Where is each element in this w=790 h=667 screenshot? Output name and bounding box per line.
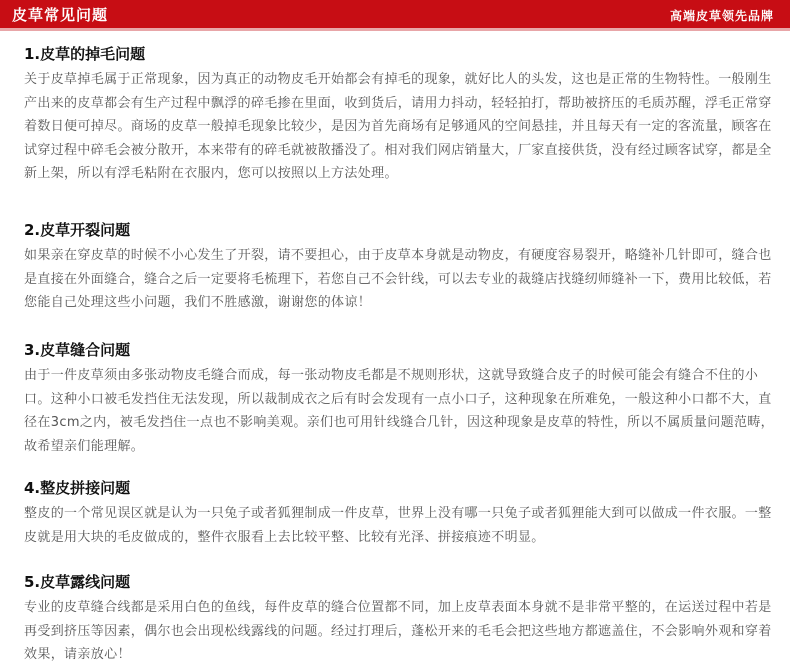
section-stitching: [24, 340, 776, 458]
section-cracking: [24, 220, 776, 315]
section-whole-skin: [24, 478, 776, 549]
header-bar: [0, 0, 790, 28]
section-body: 专业的皮草缝合线都是采用白色的鱼线，每件皮草的缝合位置都不同，加上皮草表面本身就不是非常平整的，在运送过程中若是再受到挤压等因素，偶尔也会出现松线露线的问题。经过打理后，蓬松开来的毛毛会把这些地方都遮盖住，不会影响外观和穿着效果，请亲放心！: [24, 600, 772, 662]
section-title: 2.皮草开裂问题: [24, 221, 131, 239]
section-exposed-thread: [24, 572, 776, 667]
section-body: 由于一件皮草须由多张动物皮毛缝合而成，每一张动物皮毛都是不规则形状，这就导致缝合皮子的时候可能会有缝合不住的小口。这种小口被毛发挡住无法发现，所以裁制成衣之后有时会发现有一点小口子，这种现象在所难免，一般这种小口都不大，直径在3cm之内，被毛发挡住一点也不影响美观。亲们也可用针线缝合几针，因这种现象是皮草的特性，所以不属质量问题范畴，故希望亲们能理解。: [24, 368, 775, 454]
section-shedding: [24, 44, 776, 186]
section-title: 1.皮草的掉毛问题: [24, 45, 146, 63]
section-body: 关于皮草掉毛属于正常现象，因为真正的动物皮毛开始都会有掉毛的现象，就好比人的头发，这也是正常的生物特性。一般刚生产出来的皮草都会有生产过程中飘浮的碎毛掺在里面，收到货后，请用力抖动，轻轻拍打，帮助被挤压的毛质苏醒，浮毛正常穿着数日便可掉尽。商场的皮草一般掉毛现象比较少，是因为首先商场有足够通风的空间悬挂，并且每天有一定的客流量，顾客在试穿过程中碎毛会被分散开，本来带有的碎毛就被散播没了。相对我们网店销量大，厂家直接供货，没有经过顾客试穿，都是全新上架，所以有浮毛粘附在衣服内，您可以按照以上方法处理。: [24, 72, 772, 181]
page-title: 皮草常见问题: [12, 6, 109, 24]
brand-tagline: 高端皮草领先品牌: [669, 9, 774, 23]
section-body: 如果亲在穿皮草的时候不小心发生了开裂，请不要担心，由于皮草本身就是动物皮，有硬度容易裂开，略缝补几针即可，缝合也是直接在外面缝合，缝合之后一定要将毛梳理下，若您自己不会针线，可以去专业的裁缝店找缝纫师缝补一下，费用比较低，若您能自己处理这些小问题，我们不胜感激，谢谢您的体谅！: [24, 248, 772, 310]
section-body: 整皮的一个常见误区就是认为一只兔子或者狐狸制成一件皮草，世界上没有哪一只兔子或者狐狸能大到可以做成一件衣服。一整皮就是用大块的毛皮做成的，整件衣服看上去比较平整、比较有光泽、拼接痕迹不明显。: [24, 506, 772, 545]
section-title: 4.整皮拼接问题: [24, 479, 131, 497]
section-title: 3.皮草缝合问题: [24, 341, 131, 359]
section-title: 5.皮草露线问题: [24, 573, 131, 591]
header-divider: [0, 28, 790, 31]
